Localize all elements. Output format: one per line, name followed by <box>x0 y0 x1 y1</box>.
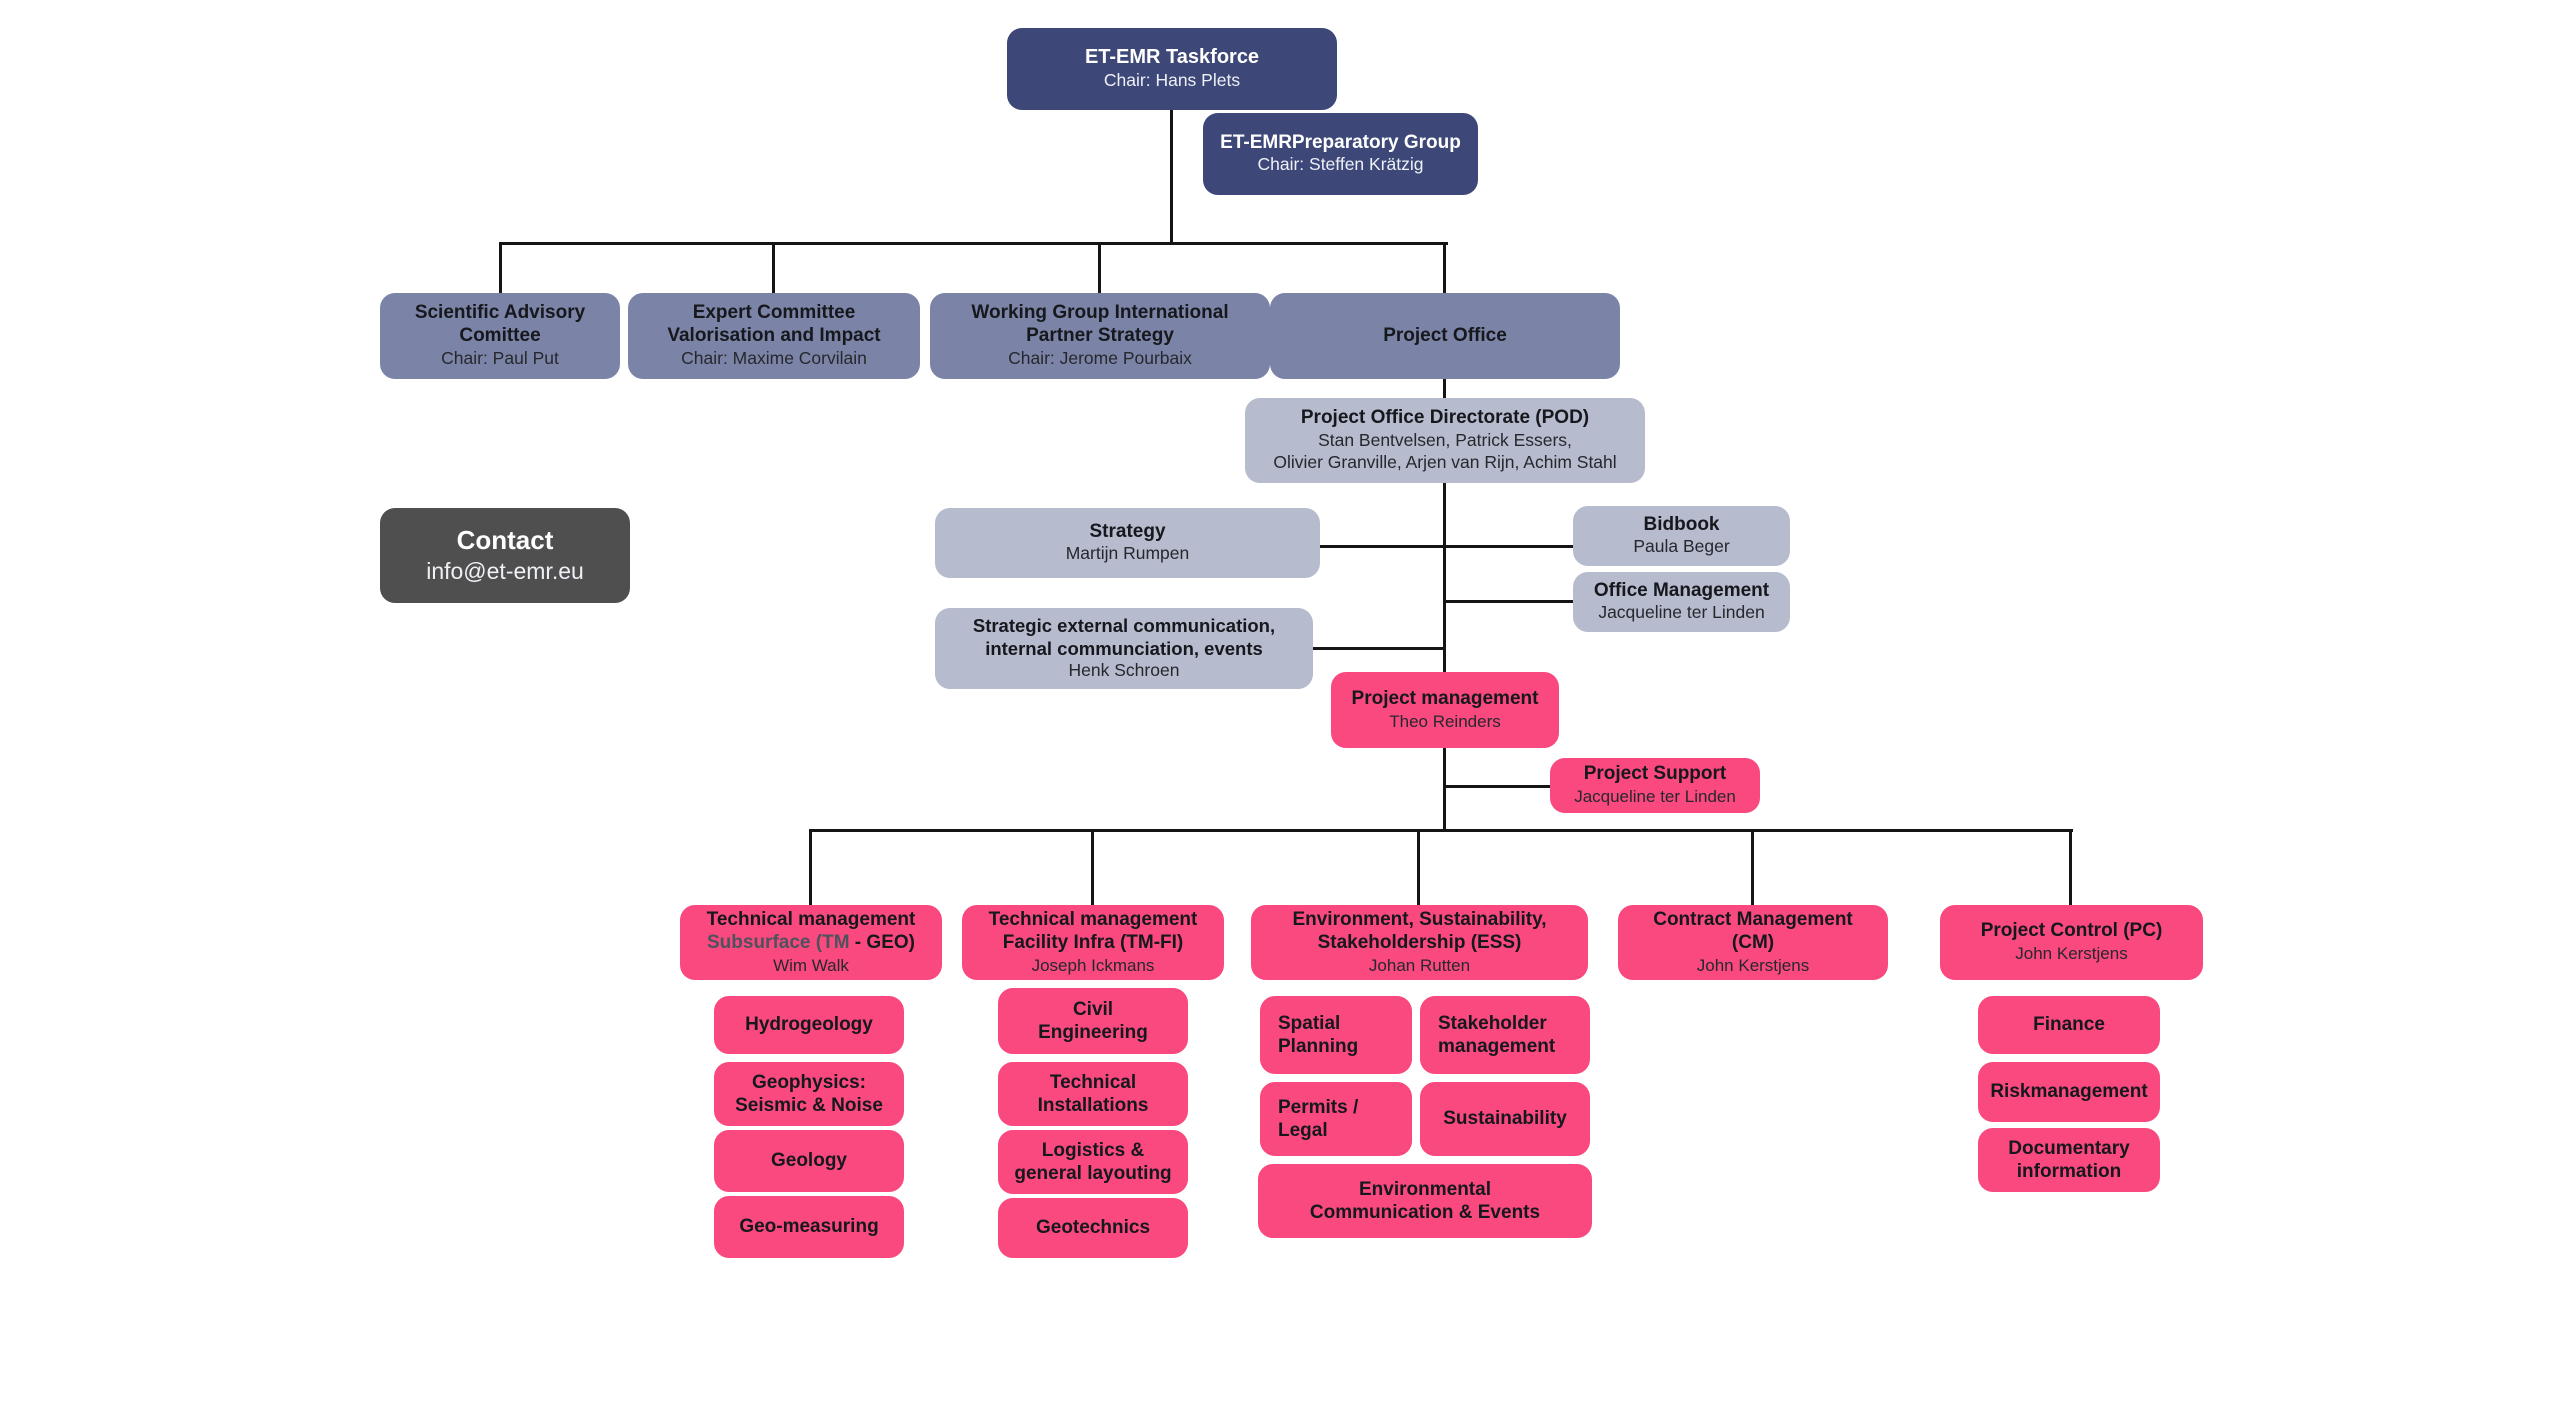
node-tm-fi <box>962 905 1224 980</box>
node-person: Jacqueline ter Linden <box>1574 787 1736 807</box>
node-person: Chair: Maxime Corvilain <box>681 347 867 368</box>
node-title: Civil <box>1072 998 1114 1020</box>
node-person: Johan Rutten <box>1368 955 1471 975</box>
node-title: Strategic external communication, <box>972 615 1276 637</box>
node-title-rest: - GEO) <box>849 931 915 953</box>
connector-line <box>1443 483 1446 672</box>
node-title: Spatial <box>1278 1012 1341 1034</box>
node-person: Joseph Ickmans <box>1031 955 1155 975</box>
node-person: Henk Schroen <box>1068 659 1180 680</box>
node-permits-legal <box>1260 1082 1412 1156</box>
node-title: Hydrogeology <box>745 1014 873 1036</box>
node-title: Stakeholdership (ESS) <box>1317 931 1522 953</box>
node-title: Technical <box>1049 1071 1137 1093</box>
node-title: Planning <box>1278 1035 1359 1057</box>
connector-line <box>500 242 1448 245</box>
node-project-office-directorate <box>1245 398 1645 483</box>
node-project-control <box>1940 905 2203 980</box>
node-scientific-advisory-committee <box>380 293 620 379</box>
node-title: Finance <box>2033 1014 2105 1036</box>
node-title: Geology <box>770 1150 847 1172</box>
contact-card <box>380 508 630 603</box>
node-title: Technical management <box>988 909 1198 931</box>
node-title: Stakeholder <box>1438 1012 1547 1034</box>
node-person: Jacqueline ter Linden <box>1598 602 1765 623</box>
node-expert-committee <box>628 293 920 379</box>
node-title: Project Office Directorate (POD) <box>1300 406 1590 428</box>
node-title: Project Support <box>1583 763 1727 785</box>
contact-title: Contact <box>456 524 554 555</box>
connector-line <box>1170 110 1173 242</box>
node-title: Project Office <box>1383 325 1507 347</box>
node-title: Environment, Sustainability, <box>1292 909 1547 931</box>
node-title: Geophysics: <box>751 1071 867 1093</box>
connector-line <box>1320 545 1573 548</box>
node-sustainability <box>1420 1082 1590 1156</box>
connector-line <box>772 242 775 293</box>
node-title: Logistics & <box>1041 1139 1145 1161</box>
node-strategy <box>935 508 1320 578</box>
connector-line <box>1310 647 1446 650</box>
node-preparatory-group <box>1203 113 1478 195</box>
connector-line <box>1443 785 1550 788</box>
node-title: internal communciation, events <box>985 637 1263 659</box>
node-working-group-international <box>930 293 1270 379</box>
connector-line <box>1417 829 1420 905</box>
node-geo-measuring <box>714 1196 904 1258</box>
node-title <box>707 932 915 954</box>
node-title: (CM) <box>1731 931 1775 953</box>
node-title: Legal <box>1278 1119 1328 1141</box>
connector-line <box>2069 829 2072 905</box>
connector-line <box>1443 600 1573 603</box>
node-bidbook <box>1573 506 1790 566</box>
node-title: Project Control (PC) <box>1980 920 2163 942</box>
node-environmental-communication <box>1258 1164 1592 1238</box>
node-title: Facility Infra (TM-FI) <box>1002 931 1184 953</box>
connector-line <box>810 829 2073 832</box>
node-project-office <box>1270 293 1620 379</box>
node-person: Martijn Rumpen <box>1065 543 1190 564</box>
node-title: ET-EMR Taskforce <box>1084 46 1260 69</box>
node-title: Environmental <box>1359 1178 1491 1200</box>
node-documentary-information <box>1978 1128 2160 1192</box>
node-person: Chair: Steffen Krätzig <box>1257 154 1424 175</box>
node-title: Communication & Events <box>1309 1201 1541 1223</box>
node-title: Working Group International <box>971 302 1229 324</box>
connector-line <box>1091 829 1094 905</box>
node-stakeholder-management <box>1420 996 1590 1074</box>
node-title: Comittee <box>459 325 541 347</box>
node-hydrogeology <box>714 996 904 1054</box>
node-title: management <box>1438 1035 1556 1057</box>
node-riskmanagement <box>1978 1062 2160 1122</box>
node-title: Strategy <box>1089 520 1166 542</box>
node-person: Chair: Jerome Pourbaix <box>1008 347 1192 368</box>
connector-line <box>1443 379 1446 398</box>
node-title: Contract Management <box>1653 909 1853 931</box>
node-title: general layouting <box>1014 1162 1172 1184</box>
node-spatial-planning <box>1260 996 1412 1074</box>
node-title: Seismic & Noise <box>735 1094 883 1116</box>
node-person: John Kerstjens <box>2015 944 2128 964</box>
node-geotechnics <box>998 1198 1188 1258</box>
connector-line <box>1443 748 1446 829</box>
connector-line <box>1443 242 1446 293</box>
node-title: Permits / <box>1278 1096 1359 1118</box>
node-project-management <box>1331 672 1559 748</box>
node-finance <box>1978 996 2160 1054</box>
node-title: Engineering <box>1038 1021 1148 1043</box>
node-civil-engineering <box>998 988 1188 1054</box>
node-et-emr-taskforce <box>1007 28 1337 110</box>
node-title: information <box>2016 1160 2122 1182</box>
node-title: Expert Committee <box>692 302 856 324</box>
node-geology <box>714 1130 904 1192</box>
node-strategic-communication <box>935 608 1313 689</box>
node-person: Chair: Paul Put <box>441 347 559 368</box>
node-title: Technical management <box>706 909 916 931</box>
node-title: Geotechnics <box>1035 1217 1151 1239</box>
node-title: ET-EMRPreparatory Group <box>1220 131 1461 153</box>
connector-line <box>1098 242 1101 293</box>
node-tm-geo <box>680 905 942 980</box>
node-office-management <box>1573 572 1790 632</box>
node-contract-management <box>1618 905 1888 980</box>
node-title: Valorisation and Impact <box>667 325 881 347</box>
node-project-support <box>1550 758 1760 813</box>
node-title: Sustainability <box>1443 1108 1567 1130</box>
contact-email: info@et-emr.eu <box>426 557 584 584</box>
node-title-accent: Subsurface (TM <box>707 931 850 953</box>
node-title: Partner Strategy <box>1026 325 1174 347</box>
node-geophysics <box>714 1062 904 1126</box>
node-logistics-layouting <box>998 1130 1188 1194</box>
node-title: Geo-measuring <box>739 1216 879 1238</box>
node-person: Olivier Granville, Arjen van Rijn, Achim Stahl <box>1273 452 1617 473</box>
node-ess <box>1251 905 1588 980</box>
connector-line <box>1751 829 1754 905</box>
node-title: Office Management <box>1593 579 1770 601</box>
node-title: Project management <box>1351 687 1539 709</box>
node-technical-installations <box>998 1062 1188 1126</box>
node-person: Theo Reinders <box>1389 711 1501 731</box>
node-title: Installations <box>1037 1094 1149 1116</box>
node-person: Stan Bentvelsen, Patrick Essers, <box>1318 429 1572 450</box>
node-person: John Kerstjens <box>1696 955 1810 975</box>
node-title: Scientific Advisory <box>414 302 586 324</box>
node-title: Documentary <box>2008 1137 2130 1159</box>
connector-line <box>809 829 812 905</box>
node-person: Paula Beger <box>1633 536 1730 557</box>
node-person: Chair: Hans Plets <box>1103 70 1241 91</box>
connector-line <box>499 242 502 293</box>
node-title: Riskmanagement <box>1990 1081 2148 1103</box>
node-person: Wim Walk <box>773 955 849 975</box>
node-title: Bidbook <box>1643 513 1720 535</box>
